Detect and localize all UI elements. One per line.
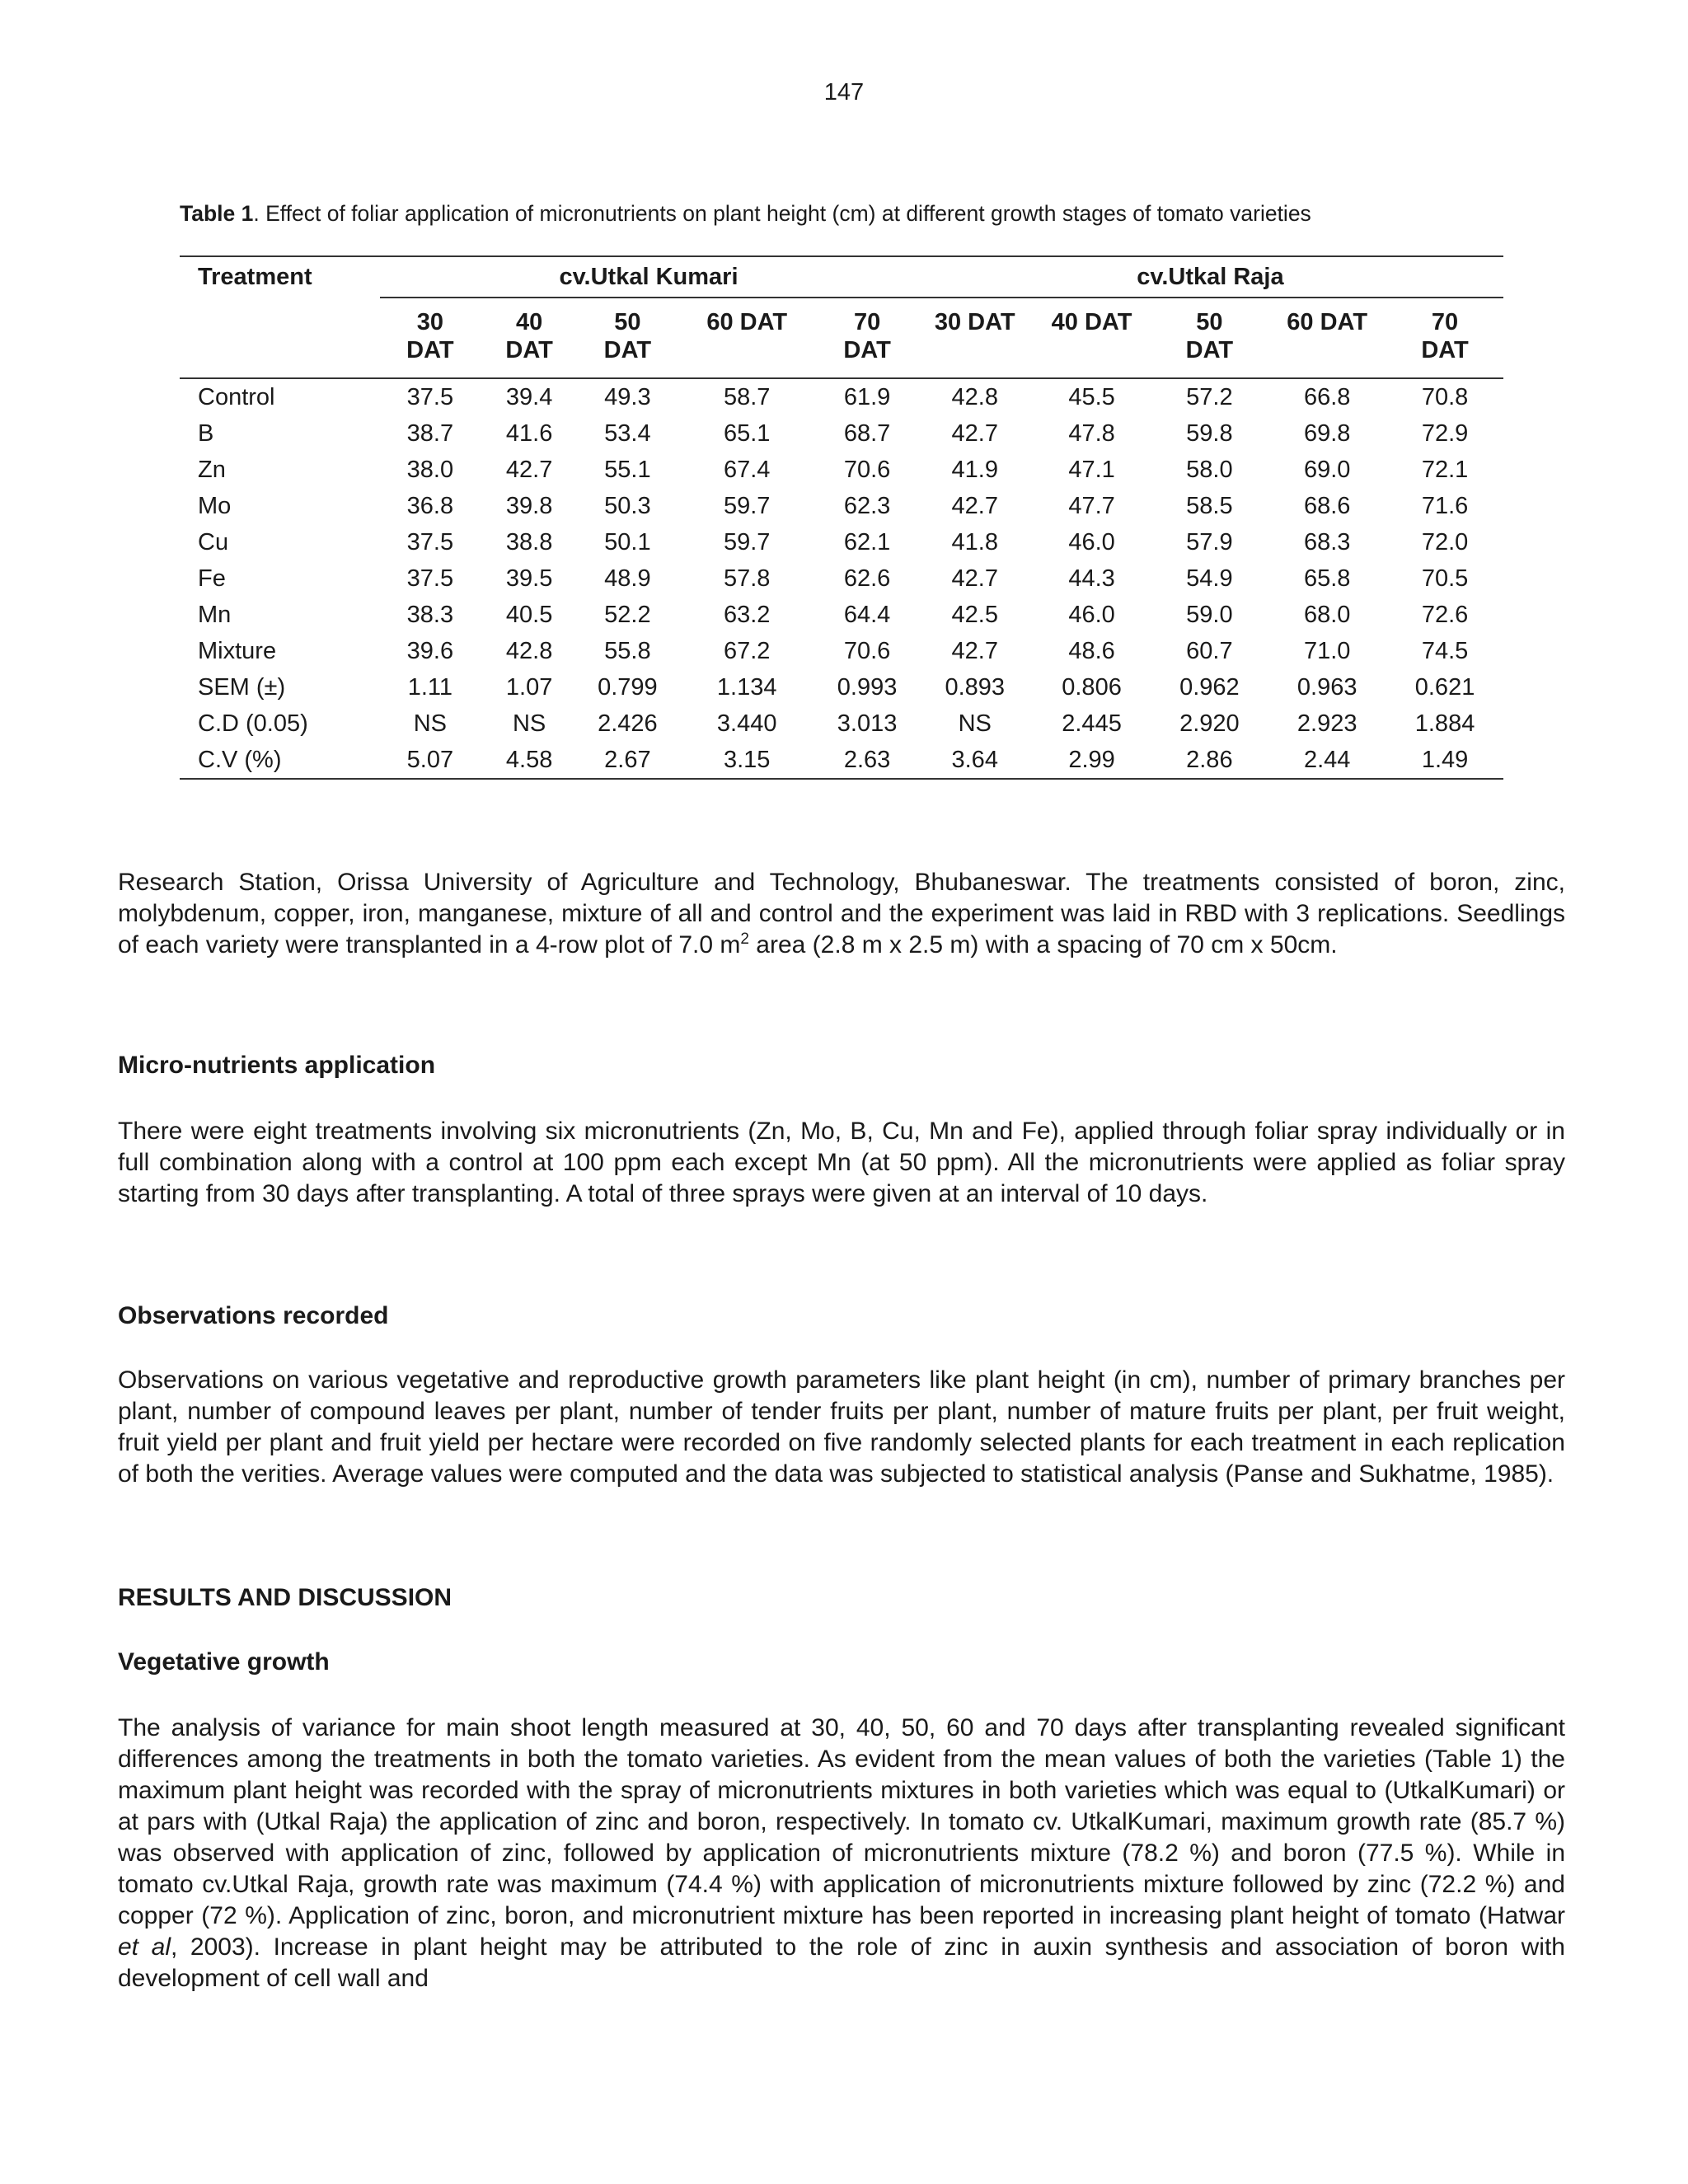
treatment-header: Treatment [180, 256, 380, 298]
table-cell: 2.920 [1179, 710, 1240, 737]
table-row [180, 633, 1503, 669]
table-cell: 69.0 [1303, 456, 1351, 483]
table-cell: NS [413, 710, 448, 737]
table-cell: 65.1 [723, 419, 771, 447]
table-caption-text: . Effect of foliar application of micronutrients on plant height (cm) at different growth stages of tomato varieties [253, 201, 1311, 226]
table-cell: 64.4 [843, 601, 891, 628]
table-cell: 0.806 [1062, 673, 1122, 701]
table-cell: 65.8 [1303, 565, 1351, 592]
table-cell: 0.963 [1296, 673, 1357, 701]
table-cell: 66.8 [1303, 383, 1351, 410]
table-cell: 42.7 [951, 419, 998, 447]
table-cell: 50.1 [604, 528, 651, 555]
table-cell: 72.1 [1421, 456, 1469, 483]
table-cell: 68.6 [1303, 492, 1351, 519]
table-cell: 2.67 [604, 746, 651, 773]
table-cell: 38.3 [406, 601, 454, 628]
subheader-0: 30 DAT [406, 309, 454, 363]
table-cell: 47.7 [1068, 492, 1115, 519]
table-cell: 47.8 [1068, 419, 1115, 447]
heading-vegetative: Vegetative growth [118, 1648, 330, 1675]
row-label: Cu [198, 528, 229, 555]
subheader-empty [180, 298, 380, 378]
table-cell: 70.6 [843, 637, 891, 664]
table-row [180, 452, 1503, 488]
table-cell: 0.799 [598, 673, 658, 701]
table-cell: 50.3 [604, 492, 651, 519]
table-cell: 40.5 [505, 601, 553, 628]
table-cell: 60.7 [1186, 637, 1233, 664]
table-caption-label: Table 1 [180, 201, 254, 226]
table-row [180, 705, 1503, 742]
table-cell: 37.5 [406, 528, 454, 555]
table-cell: 59.7 [723, 528, 771, 555]
italic-et-al: et al [118, 1933, 171, 1961]
table-cell: 67.4 [723, 456, 771, 483]
table-cell: 2.44 [1303, 746, 1351, 773]
table-cell: 70.5 [1421, 565, 1469, 592]
table-cell: 58.0 [1186, 456, 1233, 483]
superscript-2: 2 [740, 930, 749, 948]
row-label: Fe [198, 565, 226, 592]
table-cell: 0.962 [1179, 673, 1240, 701]
table-cell: 57.8 [723, 565, 771, 592]
table-caption [180, 201, 1507, 227]
paragraph-methods-text-end: area (2.8 m x 2.5 m) with a spacing of 70 cm x 50cm. [748, 931, 1338, 958]
table-cell: 52.2 [604, 601, 651, 628]
table-cell: 70.6 [843, 456, 891, 483]
paragraph-vegetative [118, 1713, 1565, 1994]
paragraph-micronutrients: There were eight treatments involving six micronutrients (Zn, Mo, B, Cu, Mn and Fe), applied through foliar spray individually or in full combination along with a control at 100 ppm each except Mn (at 50 ppm). All the micronutrients were applied as foliar spray starting from 30 days after transplanting. A total of three sprays were given at an interval of 10 days. [118, 1118, 1565, 1207]
row-label: C.V (%) [198, 746, 282, 773]
table-cell: 63.2 [723, 601, 771, 628]
table-cell: 71.6 [1421, 492, 1469, 519]
row-label: Zn [198, 456, 226, 483]
table-cell: 54.9 [1186, 565, 1233, 592]
table-cell: 3.64 [951, 746, 998, 773]
table-cell: 36.8 [406, 492, 454, 519]
table-cell: 59.7 [723, 492, 771, 519]
table-cell: 47.1 [1068, 456, 1115, 483]
table-cell: 55.1 [604, 456, 651, 483]
table-cell: 44.3 [1068, 565, 1115, 592]
table-cell: 38.7 [406, 419, 454, 447]
subheader-1: 40 DAT [505, 309, 553, 363]
subheader-6: 40 DAT [1051, 309, 1132, 335]
table-cell: 59.0 [1186, 601, 1233, 628]
table-cell: 74.5 [1421, 637, 1469, 664]
paragraph-methods-text: Research Station, Orissa University of Agriculture and Technology, Bhubaneswar. The treatments consisted of boron, zinc, molybdenum, copper, iron, manganese, mixture of all and control and the experiment was laid in RBD with 3 replications. Seedlings of each variety were transplanted in a 4-row plot of 7.0 m [118, 869, 1565, 958]
subheader-4: 70 DAT [843, 309, 891, 363]
table-cell: 45.5 [1068, 383, 1115, 410]
table-cell: 3.013 [837, 710, 898, 737]
row-label: B [198, 419, 214, 447]
table-cell: 72.6 [1421, 601, 1469, 628]
table-cell: 1.134 [716, 673, 777, 701]
table-cell: 42.7 [951, 637, 998, 664]
row-label: Mixture [198, 637, 277, 664]
subheader-5: 30 DAT [934, 309, 1015, 335]
table-cell: 68.3 [1303, 528, 1351, 555]
subheader-2: 50 DAT [603, 309, 652, 363]
table-cell: 2.63 [843, 746, 891, 773]
table-cell: 42.5 [951, 601, 998, 628]
table-row [180, 742, 1503, 779]
table-cell: 62.3 [843, 492, 891, 519]
table-cell: 39.6 [406, 637, 454, 664]
table-cell: 48.6 [1068, 637, 1115, 664]
plant-height-table [180, 255, 1503, 780]
table-cell: 48.9 [604, 565, 651, 592]
table-cell: 38.8 [505, 528, 553, 555]
table-cell: 1.07 [505, 673, 553, 701]
table-cell: 42.7 [951, 565, 998, 592]
table-cell: 68.0 [1303, 601, 1351, 628]
table-cell: 0.621 [1414, 673, 1475, 701]
row-label: Mo [198, 492, 232, 519]
table-cell: 42.7 [505, 456, 553, 483]
row-label: Control [198, 383, 275, 410]
table-row [180, 378, 1503, 415]
table-cell: 39.5 [505, 565, 553, 592]
table-cell: NS [958, 710, 992, 737]
table-cell: 2.99 [1068, 746, 1115, 773]
table-cell: 0.893 [945, 673, 1006, 701]
table-cell: 58.5 [1186, 492, 1233, 519]
page-number: 147 [823, 79, 865, 105]
table-row [180, 415, 1503, 452]
table-cell: 46.0 [1068, 601, 1115, 628]
table-cell: 41.9 [951, 456, 998, 483]
table-cell: 72.0 [1421, 528, 1469, 555]
table-row [180, 669, 1503, 705]
table-cell: NS [512, 710, 546, 737]
table-row [180, 488, 1503, 524]
row-label: Mn [198, 601, 232, 628]
table-cell: 42.7 [951, 492, 998, 519]
table-cell: 61.9 [843, 383, 891, 410]
table-cell: 1.884 [1414, 710, 1475, 737]
heading-results: RESULTS AND DISCUSSION [118, 1584, 452, 1611]
table-cell: 1.49 [1421, 746, 1469, 773]
table-row [180, 524, 1503, 560]
heading-micronutrients: Micro-nutrients application [118, 1052, 436, 1079]
table-cell: 53.4 [604, 419, 651, 447]
subheader-3: 60 DAT [706, 309, 788, 335]
table-cell: 38.0 [406, 456, 454, 483]
table-cell: 68.7 [843, 419, 891, 447]
table-cell: 0.993 [837, 673, 898, 701]
table-cell: 3.15 [723, 746, 771, 773]
table-cell: 2.86 [1186, 746, 1233, 773]
paragraph-observations: Observations on various vegetative and reproductive growth parameters like plant height (in cm), number of primary branches per plant, number of compound leaves per plant, number of tender fruits per plant, number of mature fruits per plant, per fruit weight, fruit yield per plant and fruit yield per hectare were recorded on five randomly selected plants for each treatment in each replication of both the verities. Average values were computed and the data was subjected to statistical analysis (Panse and Sukhatme, 1985). [118, 1366, 1565, 1488]
table-cell: 62.1 [843, 528, 891, 555]
table-cell: 42.8 [505, 637, 553, 664]
table-cell: 70.8 [1421, 383, 1469, 410]
table-cell: 1.11 [407, 673, 453, 701]
table-cell: 2.445 [1062, 710, 1122, 737]
table-row [180, 597, 1503, 633]
table-cell: 2.426 [598, 710, 658, 737]
row-label: C.D (0.05) [198, 710, 308, 737]
table-cell: 42.8 [951, 383, 998, 410]
table-cell: 41.8 [951, 528, 998, 555]
row-label: SEM (±) [198, 673, 286, 701]
subheader-row [180, 298, 1503, 378]
table-cell: 41.6 [505, 419, 553, 447]
table-cell: 58.7 [723, 383, 771, 410]
table-cell: 69.8 [1303, 419, 1351, 447]
table-cell: 55.8 [604, 637, 651, 664]
table-cell: 39.8 [505, 492, 553, 519]
table-cell: 3.440 [716, 710, 777, 737]
group-header-utkal-raja: cv.Utkal Raja [917, 256, 1503, 298]
table-cell: 39.4 [505, 383, 553, 410]
heading-observations: Observations recorded [118, 1302, 389, 1329]
table-cell: 57.2 [1186, 383, 1233, 410]
table-cell: 57.9 [1186, 528, 1233, 555]
table-cell: 67.2 [723, 637, 771, 664]
table-row [180, 560, 1503, 597]
table-cell: 72.9 [1421, 419, 1469, 447]
table-cell: 5.07 [406, 746, 454, 773]
table-body [180, 378, 1503, 779]
subheader-8: 60 DAT [1287, 309, 1368, 335]
subheader-7: 50 DAT [1185, 309, 1234, 363]
paragraph-methods [118, 867, 1565, 961]
paragraph-vegetative-text: The analysis of variance for main shoot length measured at 30, 40, 50, 60 and 70 days after transplanting revealed significant differences among the treatments in both the tomato varieties. As evident from the mean values of both the varieties (Table 1) the maximum plant height was recorded with the spray of micronutrients mixtures in both varieties which was equal to (UtkalKumari) or at pars with (Utkal Raja) the application of zinc and boron, respectively. In tomato cv. UtkalKumari, maximum growth rate (85.7 %) was observed with application of zinc, followed by application of micronutrients mixture (78.2 %) and boron (77.5 %). While in tomato cv.Utkal Raja, growth rate was maximum (74.4 %) with application of micronutrients mixture followed by zinc (72.2 %) and copper (72 %). Application of zinc, boron, and micronutrient mixture has been reported in increasing plant height of tomato (Hatwar [118, 1714, 1565, 1929]
group-header-utkal-kumari: cv.Utkal Kumari [380, 256, 917, 298]
table-cell: 62.6 [843, 565, 891, 592]
table-cell: 71.0 [1303, 637, 1351, 664]
table-cell: 2.923 [1296, 710, 1357, 737]
table-cell: 37.5 [406, 565, 454, 592]
subheader-9: 70 DAT [1421, 309, 1469, 363]
table-cell: 4.58 [505, 746, 553, 773]
table-cell: 37.5 [406, 383, 454, 410]
table-cell: 49.3 [604, 383, 651, 410]
table-cell: 59.8 [1186, 419, 1233, 447]
paragraph-vegetative-text-end: , 2003). Increase in plant height may be attributed to the role of zinc in auxin synthesis and association of boron with development of cell wall and [118, 1933, 1565, 1992]
table-cell: 46.0 [1068, 528, 1115, 555]
